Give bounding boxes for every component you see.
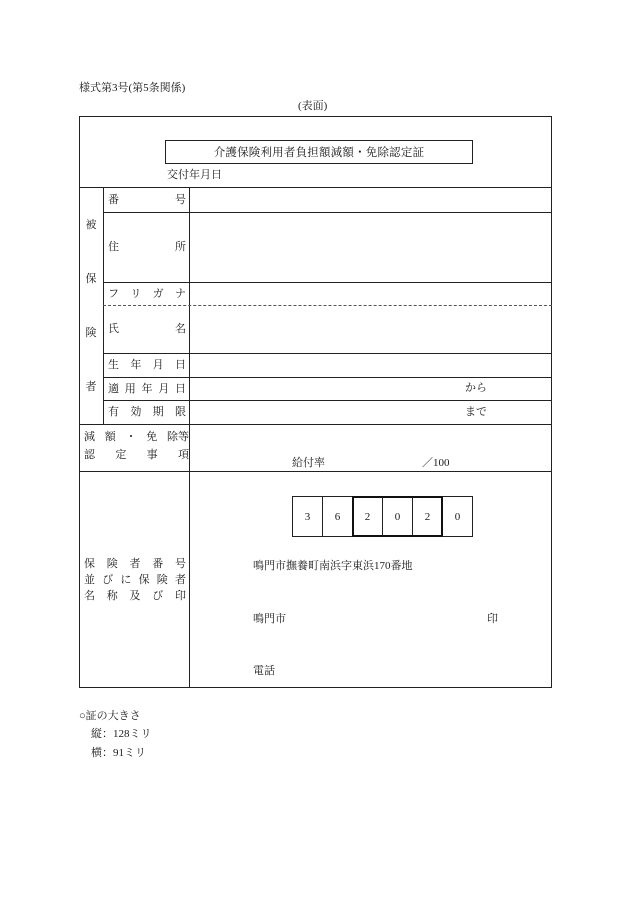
reduction-label-line2 (84, 446, 189, 464)
label-glyph: 氏 (108, 323, 119, 335)
label-glyph: リ (130, 287, 142, 300)
label-glyph: 険 (85, 327, 97, 339)
label-glyph: 効 (130, 406, 142, 418)
label-glyph: 被 (85, 219, 97, 231)
insurer-number-digit: 6 (322, 496, 353, 537)
label-glyph: 者 (174, 574, 186, 586)
insured-birthdate-label (108, 353, 186, 377)
label-glyph: 日 (174, 359, 186, 371)
label-glyph: 年 (141, 382, 153, 395)
label-glyph: 限 (174, 406, 186, 418)
validity-label (108, 400, 186, 424)
phone-label: 電話 (253, 665, 275, 677)
label-glyph: 並 (84, 574, 95, 586)
insured-section-label (79, 187, 103, 424)
label-glyph: ・ (125, 431, 137, 443)
label-glyph: 項 (177, 449, 189, 461)
label-glyph: び (152, 590, 164, 602)
label-glyph: 事 (146, 449, 158, 461)
insurer-number-digit: 3 (292, 496, 323, 537)
label-glyph: 生 (108, 359, 119, 371)
label-glyph: 免 (146, 431, 158, 443)
label-glyph: 年 (130, 359, 142, 371)
insurer-number-digit: 2 (352, 496, 383, 537)
issue-date-label: 交付年月日 (167, 169, 222, 181)
benefit-rate-label: 給付率 (292, 457, 325, 469)
label-glyph: 適 (108, 382, 119, 395)
label-glyph: 日 (175, 382, 186, 395)
label-glyph: 名 (84, 590, 95, 602)
label-glyph: 称 (106, 590, 118, 602)
insurer-label-line1 (84, 556, 186, 572)
label-glyph: 番 (108, 193, 119, 206)
insured-address-label (108, 212, 186, 282)
label-glyph: び (102, 574, 114, 586)
label-glyph: ナ (174, 287, 186, 300)
label-glyph: フ (108, 287, 119, 300)
insurer-number-highlight-frame (352, 496, 443, 537)
validity-suffix: まで (465, 406, 487, 418)
seal-label: 印 (487, 613, 498, 625)
label-glyph: 保 (84, 558, 95, 570)
table-rule-h (79, 471, 552, 472)
label-glyph: 名 (175, 323, 186, 335)
label-glyph: 険 (106, 558, 118, 570)
label-glyph: 及 (129, 590, 141, 602)
insurer-number-boxes (292, 496, 473, 537)
insurer-label-line3 (84, 588, 186, 604)
label-glyph: 用 (124, 382, 136, 395)
label-glyph: 有 (108, 406, 119, 418)
label-glyph: 除等 (167, 431, 189, 443)
table-rule-v (189, 187, 190, 687)
label-glyph: 認 (84, 449, 95, 461)
insurer-name: 鳴門市 (253, 613, 286, 625)
applicable-date-label (108, 377, 186, 400)
label-glyph: 定 (115, 449, 127, 461)
insured-furigana-label (108, 282, 186, 305)
insurer-label-line2 (84, 572, 186, 588)
label-glyph: に (120, 574, 132, 586)
form-number: 様式第3号(第5条関係) (79, 82, 186, 94)
insurer-address: 鳴門市撫養町南浜字東浜170番地 (253, 560, 413, 572)
label-glyph: 月 (152, 359, 164, 371)
label-glyph: 保 (85, 273, 97, 285)
reduction-label-line1 (84, 428, 189, 446)
label-glyph: ガ (152, 287, 164, 300)
size-note-width: 横：91ミリ (91, 747, 146, 759)
table-rule-h (79, 424, 552, 425)
label-glyph: 減 (84, 431, 95, 443)
applicable-date-suffix: から (465, 382, 487, 394)
label-glyph: 額 (104, 431, 116, 443)
label-glyph: 期 (152, 406, 164, 418)
label-glyph: 者 (129, 558, 141, 570)
insurer-number-digit: 0 (382, 496, 413, 537)
size-note-heading: ○証の大きさ (79, 710, 141, 722)
label-glyph: 者 (85, 381, 97, 393)
label-glyph: 保 (138, 574, 150, 586)
benefit-rate-denominator: ／100 (422, 457, 450, 469)
label-glyph: 印 (175, 590, 186, 602)
label-glyph: 号 (175, 558, 186, 570)
insurer-number-digit: 2 (412, 496, 443, 537)
size-note-height: 縦：128ミリ (91, 728, 152, 740)
label-glyph: 号 (175, 193, 186, 206)
insured-number-label (108, 187, 186, 212)
label-glyph: 険 (156, 574, 168, 586)
insurer-number-digit: 0 (442, 496, 473, 537)
label-glyph: 月 (158, 382, 170, 395)
label-glyph: 住 (108, 241, 119, 253)
label-glyph: 番 (152, 558, 164, 570)
label-glyph: 所 (175, 241, 186, 253)
insured-name-label (108, 305, 186, 353)
page-side-label: (表面) (298, 100, 328, 112)
certificate-title: 介護保険利用者負担額減額・免除認定証 (165, 140, 473, 164)
